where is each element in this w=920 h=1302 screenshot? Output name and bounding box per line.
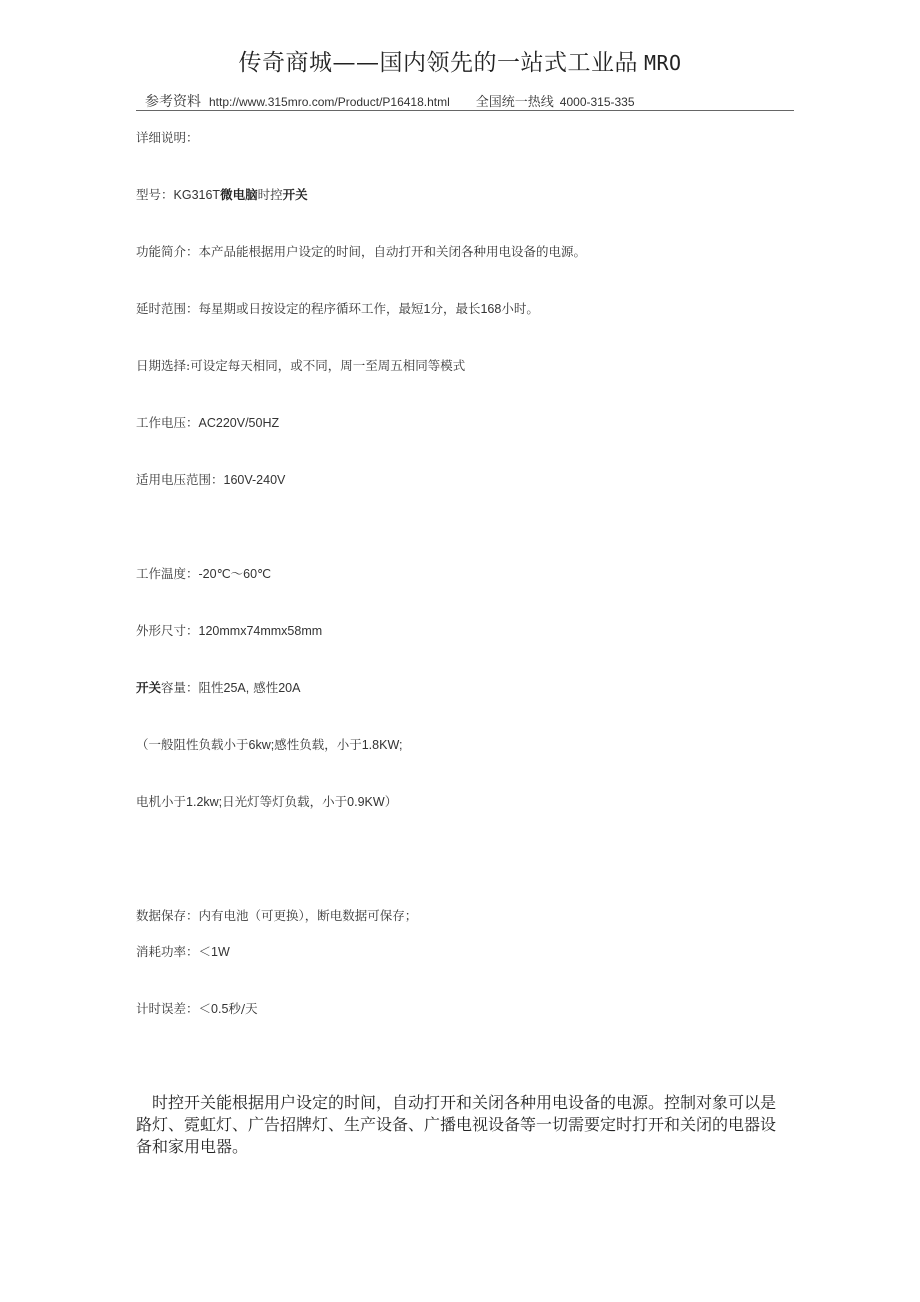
capacity-mid: 感性	[249, 680, 279, 695]
voltage-range-line	[136, 470, 285, 488]
timing-error-line	[136, 999, 258, 1017]
work-temp-line	[136, 564, 271, 582]
description-paragraph	[136, 1092, 796, 1158]
work-temp-value: -20℃～60℃	[198, 567, 272, 581]
power-line	[136, 942, 230, 960]
hotline-number: 4000-315-335	[559, 95, 635, 109]
load-note-2-value-2: 0.9KW	[347, 795, 385, 809]
delay-label: 延时范围：每星期或日按设定的程序循环工作，最短	[136, 301, 424, 316]
work-voltage-value: AC220V/50HZ	[198, 416, 280, 430]
voltage-range-value: 160V-240V	[223, 473, 286, 487]
capacity-inductive: 20A	[278, 681, 301, 695]
power-label: 消耗功率：＜	[136, 944, 212, 959]
load-note-2-value-1: 1.2kw;	[186, 795, 223, 809]
work-voltage-label: 工作电压：	[136, 415, 199, 430]
model-bold-1: 微电脑	[220, 188, 258, 202]
function-line: 功能简介：本产品能根据用户设定的时间，自动打开和关闭各种用电设备的电源。	[136, 244, 587, 259]
voltage-range-label: 适用电压范围：	[136, 472, 224, 487]
dimensions-line	[136, 621, 322, 639]
load-note-line-1	[136, 735, 403, 753]
capacity-bold: 开关	[136, 681, 162, 695]
load-note-2-text-3: ）	[384, 794, 398, 809]
capacity-resistive: 25A,	[223, 681, 250, 695]
load-note-1-value-1: 6kw;	[248, 738, 275, 752]
header-divider	[136, 110, 794, 111]
reference-line	[145, 91, 635, 111]
load-note-1-text-1: （一般阻性负载小于	[136, 737, 249, 752]
title-text: 传奇商城——国内领先的一站式工业品	[238, 50, 638, 76]
model-code: KG316T	[173, 188, 221, 202]
date-select-line: 日期选择:可设定每天相同，或不同，周一至周五相同等模式	[136, 358, 466, 373]
dimensions-label: 外形尺寸：	[136, 623, 199, 638]
hotline-label: 全国统一热线	[475, 95, 554, 110]
delay-max: 168	[480, 302, 502, 316]
delay-mid: 分，最长	[430, 301, 481, 316]
ref-label: 参考资料	[145, 94, 201, 110]
timing-error-unit: 秒/天	[228, 1001, 258, 1016]
description-text: 时控开关能根据用户设定的时间，自动打开和关闭各种用电设备的电源。控制对象可以是 路灯、霓虹灯、广告招牌灯、生产设备、广播电视设备等一切需要定时打开和关闭的电器设 备和家用电器。	[136, 1093, 777, 1156]
delay-end: 小时。	[501, 301, 539, 316]
model-bold-2: 开关	[282, 188, 308, 202]
model-line	[136, 185, 308, 203]
delay-min: 1	[423, 302, 431, 316]
power-value: 1W	[211, 945, 230, 959]
load-note-1-value-2: 1.8KW;	[361, 738, 403, 752]
timing-error-value: 0.5	[211, 1002, 229, 1016]
load-note-1-text-2: 感性负载，小于	[274, 737, 362, 752]
dimensions-value: 120mmx74mmx58mm	[198, 624, 323, 638]
model-mid: 时控	[257, 187, 283, 202]
model-label: 型号：	[136, 187, 174, 202]
delay-line	[136, 299, 539, 317]
work-temp-label: 工作温度：	[136, 566, 199, 581]
reference-url-link[interactable]: http://www.315mro.com/Product/P16418.html	[209, 95, 450, 109]
capacity-label: 容量：阻性	[161, 680, 224, 695]
timing-error-label: 计时误差：＜	[136, 1001, 212, 1016]
work-voltage-line	[136, 413, 279, 431]
load-note-line-2	[136, 792, 397, 810]
capacity-line	[136, 678, 300, 696]
load-note-2-text-2: 日光灯等灯负载，小于	[222, 794, 348, 809]
page-title	[0, 44, 920, 77]
data-save-line: 数据保存：内有电池（可更换），断电数据可保存；	[136, 908, 418, 923]
detail-heading: 详细说明：	[136, 130, 199, 145]
title-suffix: MRO	[643, 51, 682, 75]
load-note-2-text-1: 电机小于	[136, 794, 187, 809]
